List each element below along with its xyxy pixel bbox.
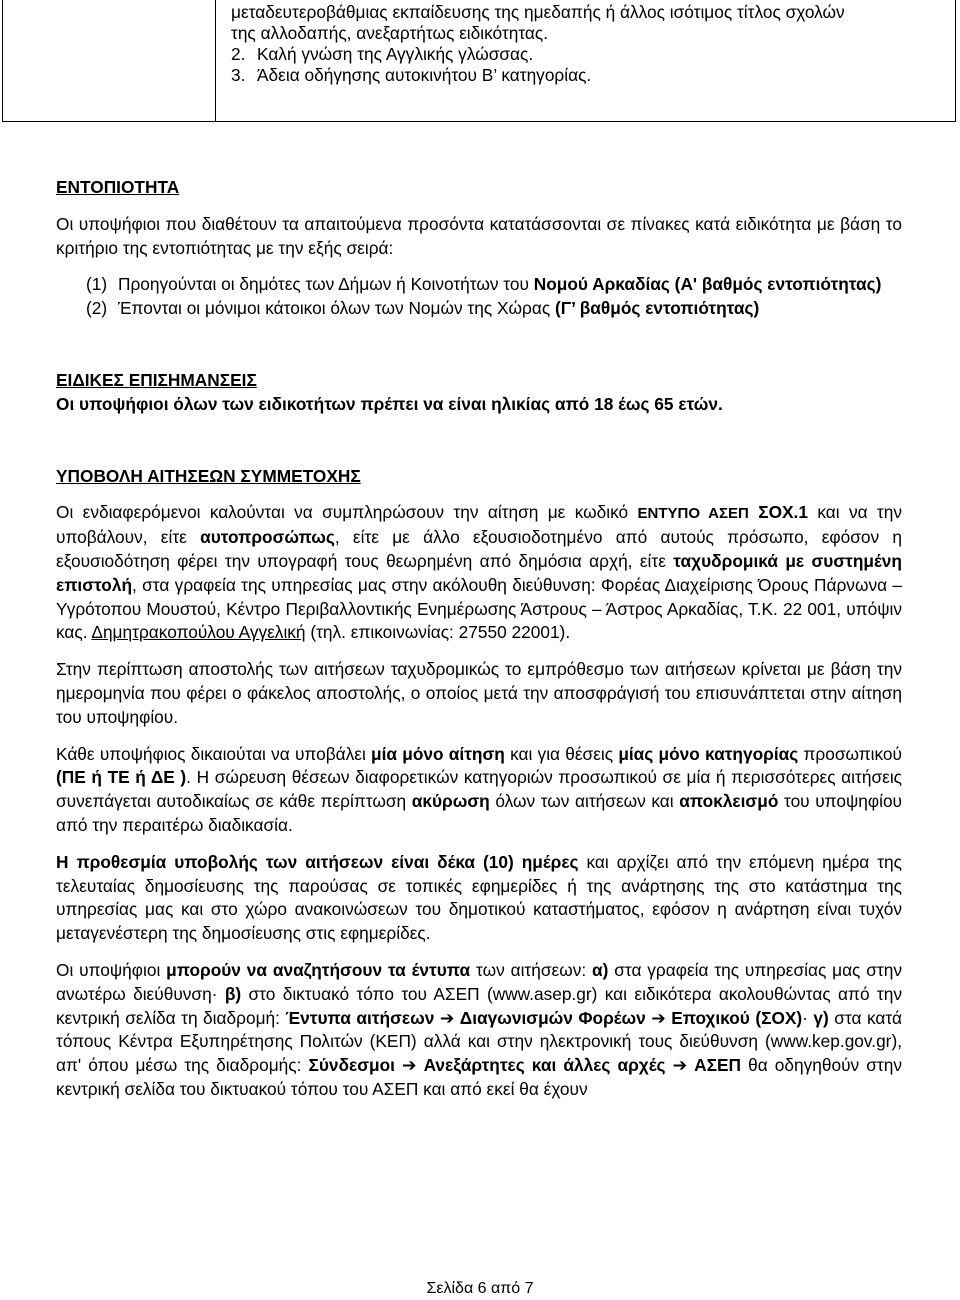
submission-paragraph-4: Η προθεσμία υποβολής των αιτήσεων είναι δέκα (10) ημέρες και αρχίζει από την επόμενη ημέρα της τελευταίας δημοσίευσης της παρούσας σε τοπικές εφημερίδες ή της ανάρτησης της στο κατάστημα της υπηρεσίας μας και στο χώρο ανακοινώσεων του δημοτικού καταστήματος, εφόσον η ανάρτηση είναι τυχόν μεταγενέστερη της δημοσίευσης στις εφημερίδες. [56,851,902,944]
submission-paragraph-3: Κάθε υποψήφιος δικαιούται να υποβάλει μία μόνο αίτηση και για θέσεις μίας μόνο κατηγορίας προσωπικού (ΠΕ ή ΤΕ ή ΔΕ ). Η σώρευση θέσεων διαφορετικών κατηγοριών προσωπικού σε μία ή περισσότερες αιτήσεις συνεπάγεται αυτοδικαίως σε κάθε περίπτωση ακύρωση όλων των αιτήσεων και αποκλεισμό του υποψηφίου από την περαιτέρω διαδικασία. [56,743,903,835]
section-title-locality: ΕΝΤΟΠΙΟΤΗΤΑ [56,177,180,197]
arrow-icon: ➔ [402,1055,417,1076]
requirement-line-2: της αλλοδαπής, ανεξαρτήτως ειδικότητας. [231,23,549,43]
notes-text: Οι υποψήφιοι όλων των ειδικοτήτων πρέπει να είναι ηλικίας από 18 έως 65 ετών. [56,393,723,414]
arrow-icon: ➔ [672,1055,688,1076]
locality-item-2: (2) Έπονται οι μόνιμοι κάτοικοι όλων των Νομών της Χώρας (Γ’ βαθμός εντοπιότητας) [56,297,902,321]
requirements-cell [231,2,949,86]
item-text: Καλή γνώση της Αγγλικής γλώσσας. [257,44,534,64]
requirement-line-1: μεταδευτεροβάθμιας εκπαίδευσης της ημεδαπής ή άλλος ισότιμος τίτλος σχολών [231,2,845,22]
requirements-table [2,0,956,122]
section-title-submission: ΥΠΟΒΟΛΗ ΑΙΤΗΣΕΩΝ ΣΥΜΜΕΤΟΧΗΣ [56,465,361,486]
locality-intro: Οι υποψήφιοι που διαθέτουν τα απαιτούμενα προσόντα κατατάσσονται σε πίνακες κατά ειδικότητα με βάση το κριτήριο της εντοπιότητας με την εξής σειρά: [56,213,902,258]
arrow-icon: ➔ [439,1007,455,1028]
item-number: 3. [231,65,246,85]
item-text: Άδεια οδήγησης αυτοκινήτου Β’ κατηγορίας. [257,65,592,85]
locality-item-1: (1) Προηγούνται οι δημότες των Δήμων ή Κοινοτήτων του Νομού Αρκαδίας (Α' βαθμός εντοπιότητας) [56,273,902,297]
locality-list [56,273,902,321]
submission-paragraph-1: Οι ενδιαφερόμενοι καλούνται να συμπληρώσουν την αίτηση με κωδικό ΕΝΤΥΠΟ ΑΣΕΠ ΣΟΧ.1 και να την υποβάλουν, είτε αυτοπροσώπως, είτε με άλλο εξουσιοδοτημένο από αυτούς πρόσωπο, εφόσον η εξουσιοδότηση φέρει την υπογραφή τους θεωρημένη από δημόσια αρχή, είτε ταχυδρομικά με συστημένη επιστολή, στα γραφεία της υπηρεσίας μας στην ακόλουθη διεύθυνση: Φορέας Διαχείρισης Όρους Πάρνωνα – Υγρότοπου Μουστού, Κέντρο Περιβαλλοντικής Ενημέρωσης Άστρους – Άστρος Αρκαδίας, Τ.Κ. 22 001, υπόψιν κας. Δημητρακοπούλου Αγγελική (τηλ. επικοινωνίας: 27550 22001). [56,502,902,643]
arrow-icon: ➔ [651,1007,666,1028]
document-body [56,176,902,1102]
table-divider [215,0,216,121]
item-number: 2. [231,44,246,64]
submission-paragraph-5: Οι υποψήφιοι μπορούν να αναζητήσουν τα έντυπα των αιτήσεων: α) στα γραφεία της υπηρεσίας μας στην ανωτέρω διεύθυνση· β) στο δικτυακό τόπο του ΑΣΕΠ (www.asep.gr) και ειδικότερα ακολουθώντας από την κεντρική σελίδα τη διαδρομή: Έντυπα αιτήσεων ➔ Διαγωνισμών Φορέων ➔ Εποχικού (ΣΟΧ)· γ) στα κατά τόπους Κέντρα Εξυπηρέτησης Πολιτών (ΚΕΠ) αλλά και στην ηλεκτρονική τους διεύθυνση (www.kep.gov.gr), απ' όπου μέσω της διαδρομής: Σύνδεσμοι ➔ Ανεξάρτητες και άλλες αρχές ➔ ΑΣΕΠ θα οδηγηθούν στην κεντρική σελίδα του δικτυακού τόπου του ΑΣΕΠ και από εκεί θα έχουν [56,959,902,1099]
requirement-item-2 [231,44,949,65]
item-number: (1) [86,274,108,295]
item-number: (2) [86,298,108,319]
page-number-footer: Σελίδα 6 από 7 [426,1280,534,1297]
requirement-item-3 [231,65,949,86]
submission-paragraph-2: Στην περίπτωση αποστολής των αιτήσεων ταχυδρομικώς το εμπρόθεσμο των αιτήσεων κρίνεται με βάση την ημερομηνία που φέρει ο φάκελος αποστολής, ο οποίος μετά την αποσφράγισή του επισυνάπτεται στην αίτηση του υποψηφίου. [56,659,902,727]
section-title-notes: ΕΙΔΙΚΕΣ ΕΠΙΣΗΜΑΝΣΕΙΣ [56,369,257,390]
